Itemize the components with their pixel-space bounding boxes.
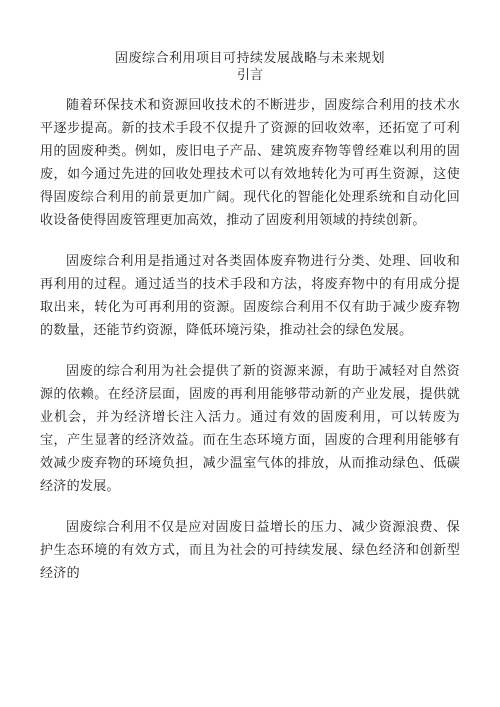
- body-paragraph-2: 固废综合利用是指通过对各类固体废弃物进行分类、处理、回收和再利用的过程。通过适当的技术手段和方法，将废弃物中的有用成分提取出来，转化为可再利用的资源。固废综合利用不仅有助于减少废弃物的数量，还能节约资源，降低环境污染，推动社会的绿色发展。: [40, 254, 460, 338]
- document-title: 固废综合利用项目可持续发展战略与未来规划: [114, 51, 385, 66]
- section-heading-introduction: 引言: [236, 68, 263, 83]
- body-paragraph-4: 固废综合利用不仅是应对固废日益增长的压力、减少资源浪费、保护生态环境的有效方式，而且为社会的可持续发展、绿色经济和创新型经济的: [40, 520, 460, 581]
- body-paragraph-3: 固废的综合利用为社会提供了新的资源来源，有助于减轻对自然资源的依赖。在经济层面，固废的再利用能够带动新的产业发展，提供就业机会，并为经济增长注入活力。通过有效的固废利用，可以转废为宝，产生显著的经济效益。而在生态环境方面，固废的合理利用能够有效减少废弃物的环境负担，减少温室气体的排放，从而推动绿色、低碳经济的发展。: [40, 364, 460, 494]
- body-paragraph-1: 随着环保技术和资源回收技术的不断进步，固废综合利用的技术水平逐步提高。新的技术手段不仅提升了资源的回收效率，还拓宽了可利用的固废种类。例如，废旧电子产品、建筑废弃物等曾经难以利用的固废，如今通过先进的回收处理技术可以有效地转化为可再生资源，这使得固废综合利用的前景更加广阔。现代化的智能化处理系统和自动化回收设备使得固废管理更加高效，推动了固废利用领域的持续创新。: [40, 98, 460, 228]
